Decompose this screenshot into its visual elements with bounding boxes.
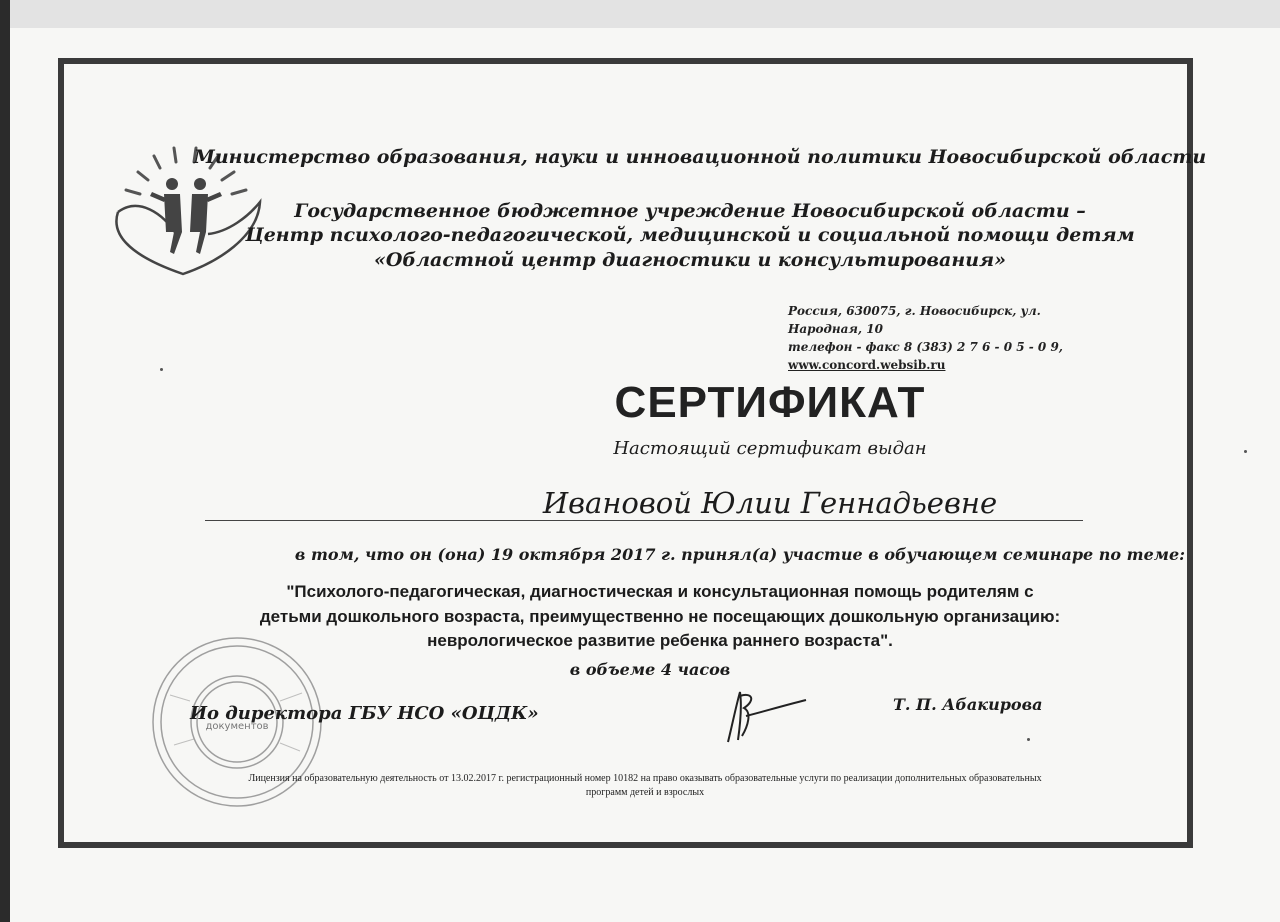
course-volume: в объеме 4 часов bbox=[569, 660, 731, 679]
recipient-underline bbox=[205, 520, 1083, 521]
license-footer bbox=[150, 772, 1140, 800]
seminar-topic-line-2: детьми дошкольного возраста, преимущественно не посещающих дошкольную организацию: bbox=[259, 607, 1061, 626]
contact-website: www.concord.websib.ru bbox=[788, 358, 946, 372]
seminar-topic-line-3: неврологическое развитие ребенка раннего возраста". bbox=[427, 631, 893, 650]
signatory-title: Ио директора ГБУ НСО «ОЦДК» bbox=[190, 703, 539, 724]
stamp-center-text: документов bbox=[205, 721, 269, 732]
participation-text: в том, что он (она) 19 октября 2017 г. принял(а) участие в обучающем семинаре по теме: bbox=[294, 545, 1186, 564]
contact-phone: телефон - факс 8 (383) 2 7 6 - 0 5 - 0 9, bbox=[788, 340, 1063, 354]
handwritten-signature-icon bbox=[722, 686, 812, 746]
institution-line-1: Государственное бюджетное учреждение Новосибирской области – bbox=[294, 200, 1086, 222]
license-line-1: Лицензия на образовательную деятельность от 13.02.2017 г. регистрационный номер 10182 на право оказывать образовательные услуги по реализации дополнительных образовательных bbox=[248, 773, 1042, 784]
scan-speck bbox=[1244, 450, 1247, 453]
ministry-heading: Министерство образования, науки и инновационной политики Новосибирской области bbox=[193, 146, 1207, 168]
seminar-topic-line-1: "Психолого-педагогическая, диагностическая и консультационная помощь родителям с bbox=[286, 582, 1034, 601]
institution-line-3: «Областной центр диагностики и консультирования» bbox=[373, 249, 1007, 271]
contact-block bbox=[788, 302, 1108, 374]
signatory-name: Т. П. Абакирова bbox=[893, 695, 1043, 714]
scan-edge-left bbox=[0, 0, 10, 922]
scan-speck bbox=[160, 368, 163, 371]
contact-address: Россия, 630075, г. Новосибирск, ул. Народная, 10 bbox=[788, 304, 1041, 336]
certificate-title: СЕРТИФИКАТ bbox=[614, 378, 926, 427]
recipient-name: Ивановой Юлии Геннадьевне bbox=[542, 486, 998, 520]
scan-speck bbox=[1027, 738, 1030, 741]
license-line-2: программ детей и взрослых bbox=[585, 787, 705, 798]
issued-text: Настоящий сертификат выдан bbox=[613, 438, 927, 459]
scan-edge-top bbox=[0, 0, 1280, 30]
institution-line-2: Центр психолого-педагогической, медицинской и социальной помощи детям bbox=[245, 224, 1135, 246]
